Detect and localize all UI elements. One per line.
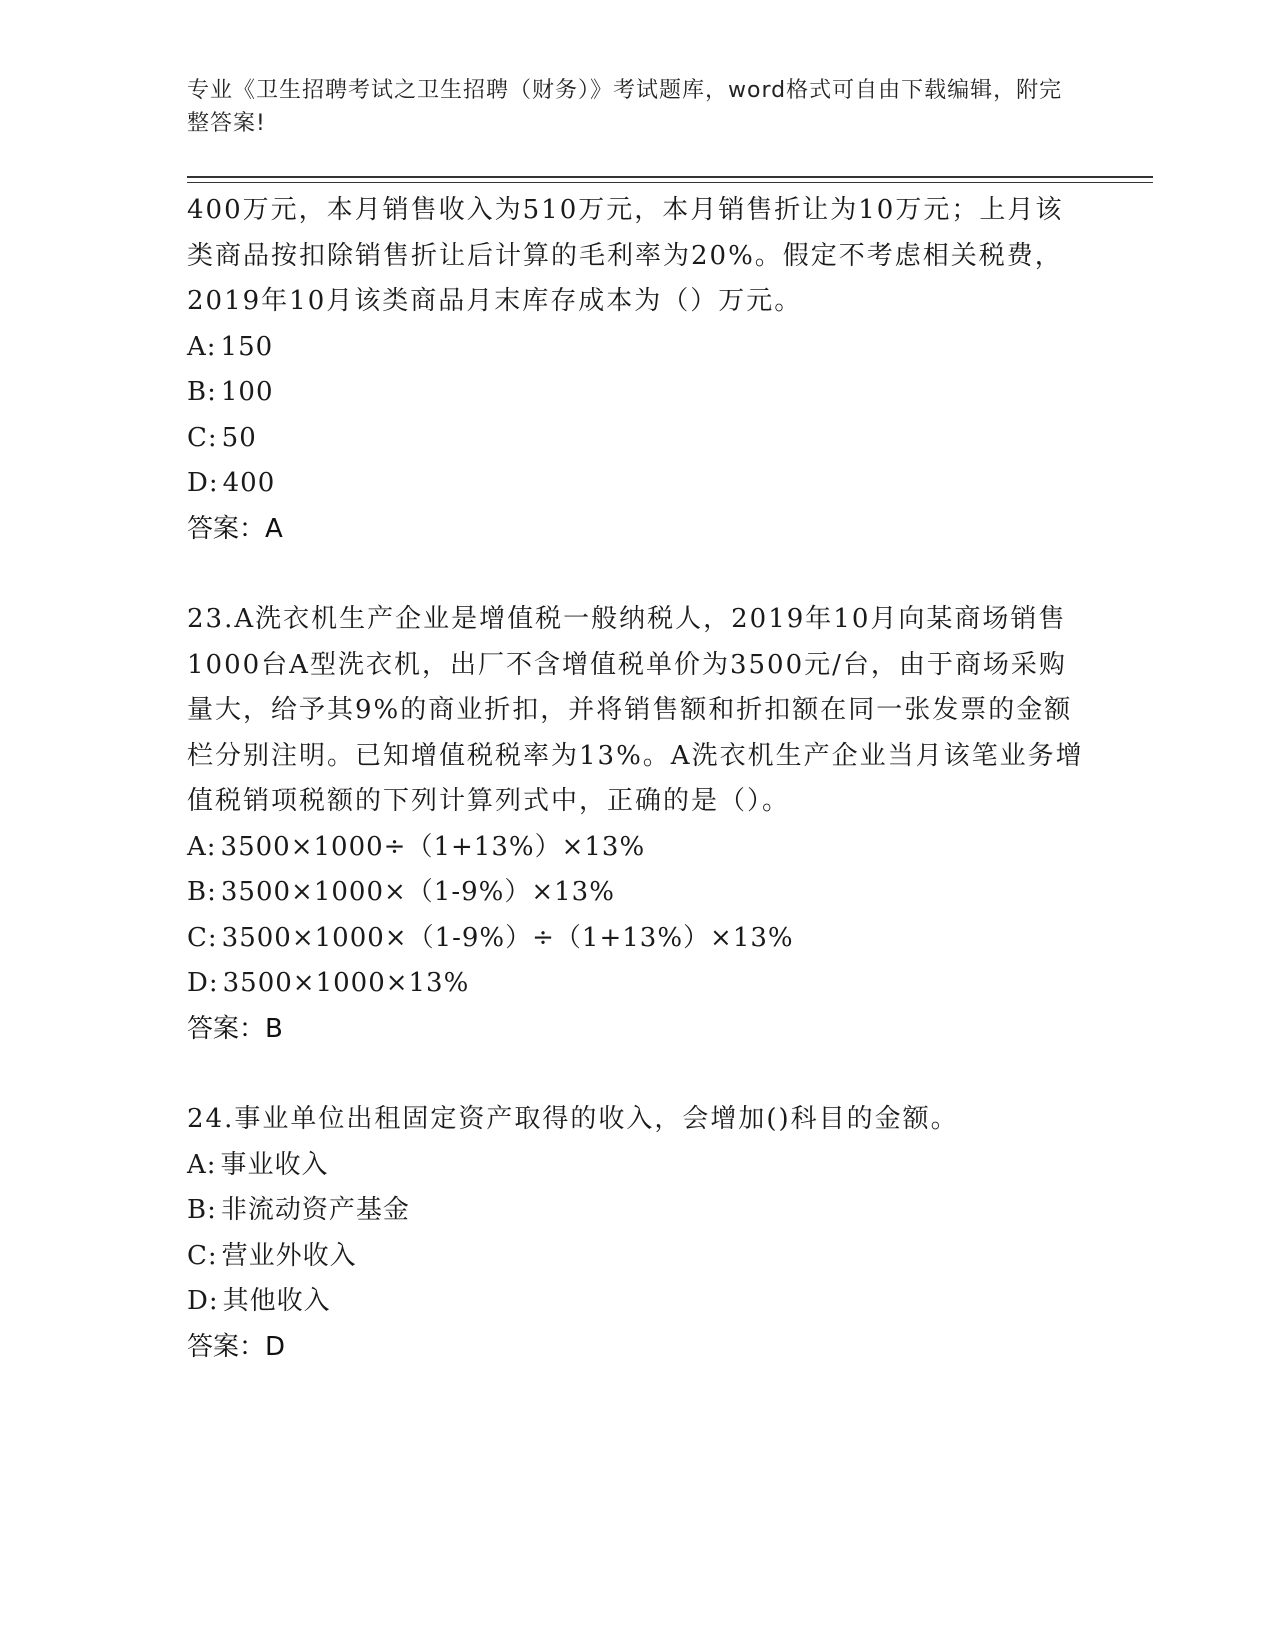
question-list	[187, 188, 1087, 1370]
answer-line: 答案：A	[187, 513, 283, 544]
option-c: C: 3500×1000×（1-9%）÷（1+13%）×13%	[187, 922, 794, 953]
option-d: D: 其他收入	[187, 1286, 331, 1316]
option-a: A: 3500×1000÷（1+13%）×13%	[187, 831, 646, 862]
question-stem: 24.事业单位出租固定资产取得的收入，会增加()科目的金额。	[187, 1104, 959, 1134]
spacer	[187, 552, 1087, 597]
answer-line: 答案：B	[187, 1013, 283, 1044]
page-header	[187, 74, 1067, 140]
option-a: A: 150	[187, 331, 274, 362]
header-divider-thick	[187, 176, 1153, 178]
option-b: B: 非流动资产基金	[187, 1195, 410, 1225]
option-b: B: 3500×1000×（1-9%）×13%	[187, 877, 615, 907]
option-d: D: 400	[187, 468, 276, 498]
question-stem: 23.A洗衣机生产企业是增值税一般纳税人，2019年10月向某商场销售1000台A型洗衣机，出厂不含增值税单价为3500元/台，由于商场采购量大，给予其9%的商业折扣，并将销售额和折扣额在同一张发票的金额栏分别注明。已知增值税税率为13%。A洗衣机生产企业当月该笔业务增值税销项税额的下列计算列式中，正确的是（）。	[187, 604, 1084, 816]
question-stem: 400万元，本月销售收入为510万元，本月销售折让为10万元；上月该类商品按扣除销售折让后计算的毛利率为20%。假定不考虑相关税费，2019年10月该类商品月末库存成本为（）万元。	[187, 195, 1064, 316]
answer-line: 答案：D	[187, 1331, 286, 1362]
question-block	[187, 1097, 1087, 1370]
header-text: 专业《卫生招聘考试之卫生招聘（财务）》考试题库，word格式可自由下载编辑，附完整答案!	[187, 78, 1063, 136]
option-d: D: 3500×1000×13%	[187, 968, 470, 998]
option-c: C: 营业外收入	[187, 1240, 357, 1271]
spacer	[187, 1052, 1087, 1097]
option-c: C: 50	[187, 422, 257, 453]
question-block	[187, 188, 1087, 552]
question-block	[187, 597, 1087, 1052]
header-divider-thin	[187, 182, 1153, 183]
option-b: B: 100	[187, 377, 274, 407]
option-a: A: 事业收入	[187, 1149, 329, 1180]
